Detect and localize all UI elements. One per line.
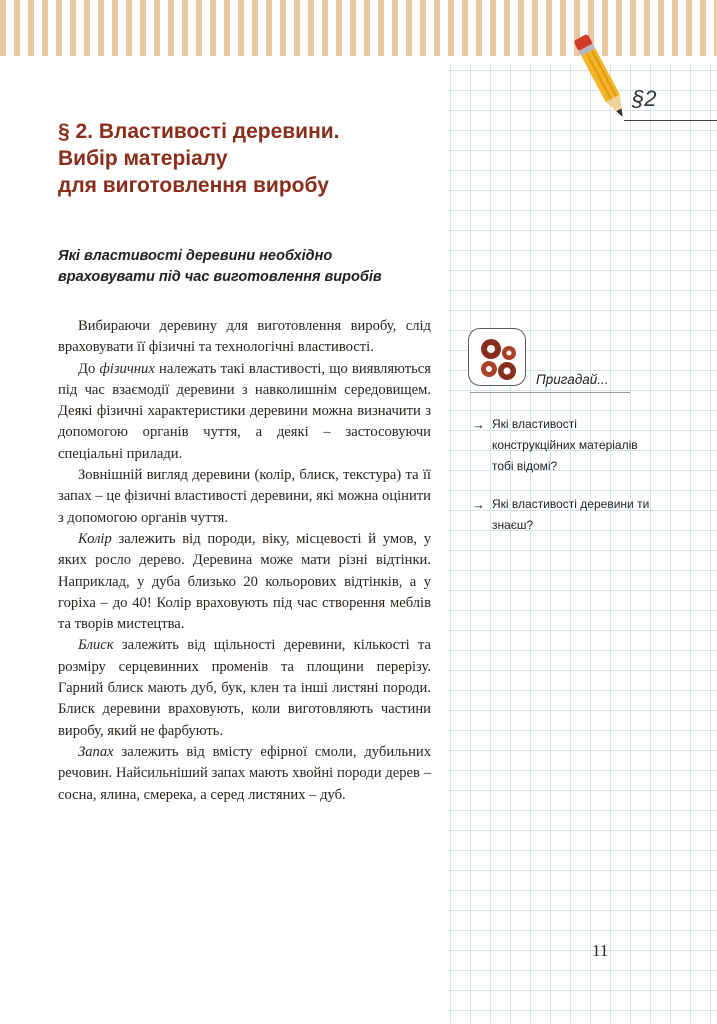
page-number: 11 <box>592 941 609 960</box>
subtitle-line-2: враховувати під час виготовлення виробів <box>58 269 382 285</box>
question-text: Які властивості конструкційних матеріалів тобі відомі? <box>492 417 638 473</box>
paragraph-5 <box>58 635 431 741</box>
gears-icon <box>468 328 526 386</box>
section-subtitle <box>58 246 438 288</box>
arrow-right-icon: → <box>472 497 485 512</box>
paragraph-2-start: До <box>78 360 100 377</box>
list-item <box>472 414 652 477</box>
list-item <box>472 494 652 536</box>
paragraph-4 <box>58 529 431 635</box>
paragraph-5-text: залежить від щільності деревини, кількості та розміру серцевинних променів та площини перерізу. Гарний блиск мають дуб, бук, клен та інші листяні породи. Блиск деревини враховують, коли виготовляють частини виробу, який не фарбують. <box>58 637 431 739</box>
arrow-right-icon: → <box>472 417 485 432</box>
paragraph-3: Зовнішній вигляд деревини (колір, блиск, текстура) та її запах – це фізичні властивості деревини, які можна оцінити з допомогою органів чуття. <box>58 467 431 526</box>
page-title <box>58 118 438 199</box>
term-color: Колір <box>78 530 112 547</box>
paragraph-1: Вибираючи деревину для виготовлення виробу, слід враховувати її фізичні та технологічні властивості. <box>58 318 431 356</box>
paragraph-2 <box>58 359 431 465</box>
term-smell: Запах <box>78 743 114 760</box>
pencil-icon <box>572 28 632 128</box>
recall-questions <box>472 414 652 553</box>
question-text: Які властивості деревини ти знаєш? <box>492 497 650 532</box>
subtitle-line-1: Які властивості деревини необхідно <box>58 248 333 264</box>
section-underline <box>624 120 717 121</box>
term-gloss: Блиск <box>78 637 114 654</box>
paragraph-6-text: залежить від вмісту ефірної смоли, дубильних речовин. Найсильніший запах мають хвойні породи дерев – сосна, ялина, смерека, а серед листяних – дуб. <box>58 743 431 803</box>
title-line-3: для виготовлення виробу <box>58 174 329 197</box>
section-mark: §2 <box>632 86 657 111</box>
paragraph-4-text: залежить від породи, віку, місцевості й умов, у яких росло дерево. Деревина може мати різні відтінки. Наприклад, у дуба близько 20 кольорових відтінків, а у горіха – до 40! Колір враховують під час створення меблів та творів мистецтва. <box>58 530 431 633</box>
recall-label: Пригадай... <box>536 372 609 387</box>
body-text <box>58 316 431 806</box>
term-physical: фізичних <box>99 360 155 377</box>
paragraph-2-text: належать такі властивості, що виявляються під час взаємодії деревини з навколишнім середовищем. Деякі фізичні характеристики деревини можна визначити з допомогою органів чуття, а деякі – застосовуючи спеціальні прилади. <box>58 360 431 462</box>
title-line-1: § 2. Властивості деревини. <box>58 120 340 143</box>
title-line-2: Вибір матеріалу <box>58 147 228 170</box>
recall-divider <box>470 392 630 393</box>
paragraph-6 <box>58 742 431 806</box>
